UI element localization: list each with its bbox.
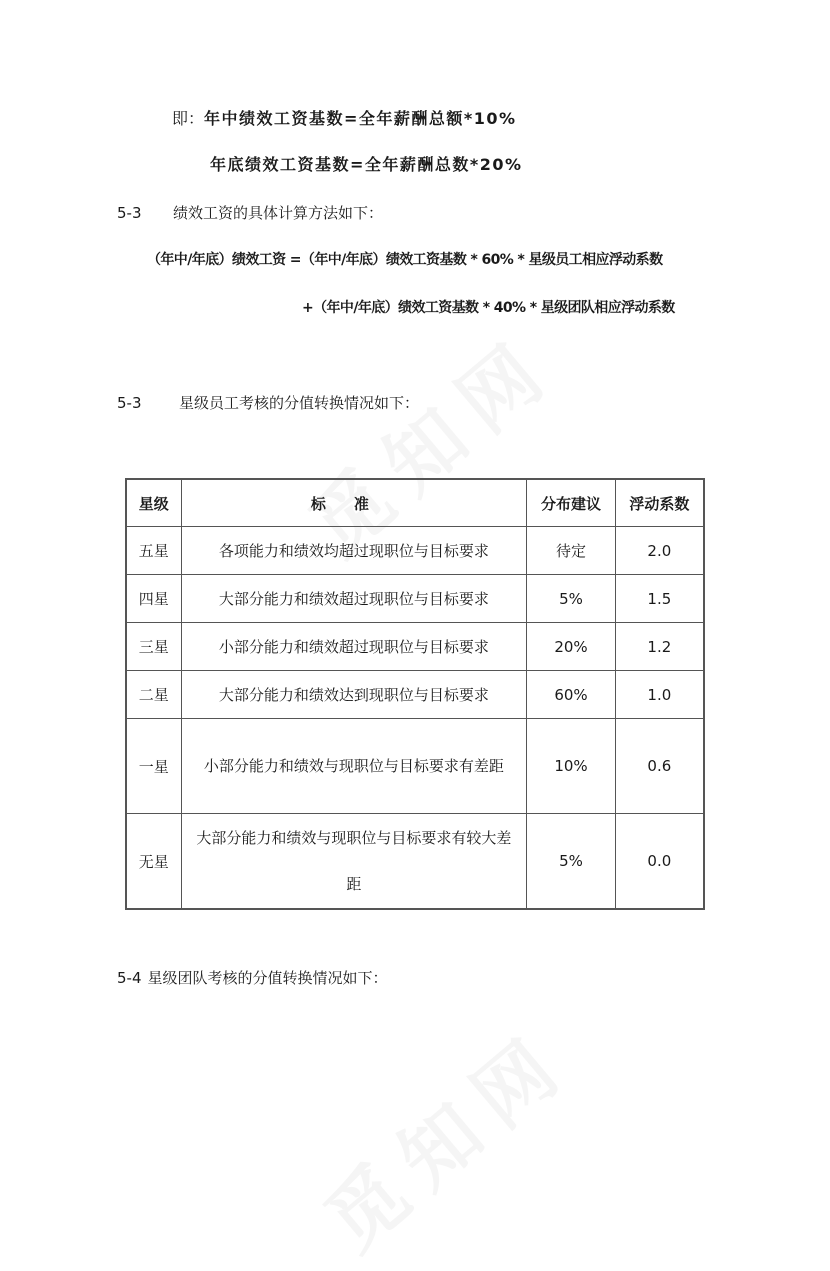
- cell-level: 无星: [126, 814, 181, 910]
- cell-distribution: 5%: [527, 575, 615, 623]
- table-row: [126, 623, 704, 671]
- watermark-bottom: [298, 1001, 591, 1271]
- star-rating-table: [125, 478, 705, 910]
- cell-level: 二星: [126, 671, 181, 719]
- cell-level: 一星: [126, 719, 181, 814]
- cell-coefficient: 1.2: [615, 623, 704, 671]
- cell-distribution: 5%: [527, 814, 615, 910]
- cell-standard: [181, 814, 527, 910]
- cell-coefficient: 2.0: [615, 527, 704, 575]
- section-number: 5-3: [117, 204, 142, 222]
- cell-distribution: 60%: [527, 671, 615, 719]
- section-number: 5-3: [117, 394, 142, 412]
- cell-level: 四星: [126, 575, 181, 623]
- formula-mid-year: [172, 106, 517, 129]
- cell-distribution: 10%: [527, 719, 615, 814]
- section-staff-heading: [117, 392, 419, 413]
- cell-standard-text: 小部分能力和绩效与现职位与目标要求有差距: [203, 757, 504, 775]
- cell-standard: 小部分能力和绩效超过现职位与目标要求: [181, 623, 527, 671]
- cell-coefficient: 0.6: [615, 719, 704, 814]
- cell-standard: 大部分能力和绩效超过现职位与目标要求: [181, 575, 527, 623]
- section-title: 绩效工资的具体计算方法如下：: [173, 204, 384, 222]
- formula-year-end: 年底绩效工资基数=全年薪酬总数*20%: [210, 155, 523, 174]
- header-level: 星级: [126, 479, 181, 527]
- cell-distribution: 20%: [527, 623, 615, 671]
- section-title: 星级团队考核的分值转换情况如下：: [147, 969, 388, 987]
- cell-coefficient: 0.0: [615, 814, 704, 910]
- section-title: 星级员工考核的分值转换情况如下：: [179, 394, 420, 412]
- table-row: [126, 814, 704, 910]
- table-row: [126, 671, 704, 719]
- cell-standard-text: 大部分能力和绩效与现职位与目标要求有较大差距: [196, 829, 512, 893]
- table-row: [126, 527, 704, 575]
- cell-standard: [181, 719, 527, 814]
- cell-coefficient: 1.0: [615, 671, 704, 719]
- header-distribution: 分布建议: [527, 479, 615, 527]
- table-header-row: [126, 479, 704, 527]
- formula-mid-year-text: 年中绩效工资基数=全年薪酬总额*10%: [204, 109, 517, 128]
- cell-standard: 各项能力和绩效均超过现职位与目标要求: [181, 527, 527, 575]
- header-standard: 标准: [181, 479, 527, 527]
- cell-standard: 大部分能力和绩效达到现职位与目标要求: [181, 671, 527, 719]
- section-team-heading: [117, 967, 388, 988]
- table-row: [126, 575, 704, 623]
- formula-prefix: 即：: [172, 109, 205, 128]
- cell-level: 三星: [126, 623, 181, 671]
- cell-coefficient: 1.5: [615, 575, 704, 623]
- header-coefficient: 浮动系数: [615, 479, 704, 527]
- calc-formula-line-2: +（年中/年底）绩效工资基数 * 40% * 星级团队相应浮动系数: [302, 300, 675, 316]
- section-calc-heading: [117, 202, 383, 223]
- cell-distribution: 待定: [527, 527, 615, 575]
- cell-level: 五星: [126, 527, 181, 575]
- section-number: 5-4: [117, 969, 142, 987]
- calc-formula-line-1: （年中/年底）绩效工资 =（年中/年底）绩效工资基数 * 60% * 星级员工相应浮动系数: [147, 252, 663, 268]
- table-row: [126, 719, 704, 814]
